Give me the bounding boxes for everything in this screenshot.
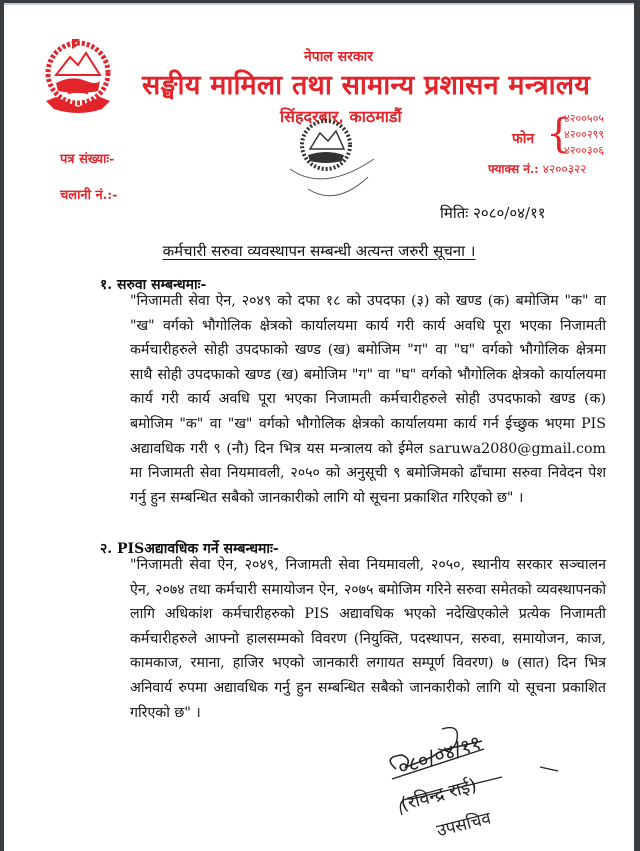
phone-numbers — [564, 111, 604, 159]
brace-icon: { — [546, 111, 572, 157]
signature-date: ०८०/०४/११ — [394, 730, 485, 780]
office-stamp-icon — [284, 115, 394, 215]
dispatch-number-label: चलानी नं.:- — [60, 188, 118, 203]
phone-number: ४२००५०५ — [564, 112, 605, 125]
signatory-name: (रविन्द्र राई) — [398, 774, 480, 816]
signatory-designation: उपसचिव — [434, 808, 494, 842]
document-page — [4, 3, 634, 851]
fax-line — [488, 160, 586, 177]
government-name: नेपाल सरकार — [304, 49, 374, 65]
section-body: "निजामती सेवा ऐन, २०४९ को दफा १८ को उपदफा (३) को खण्ड (क) बमोजिम "क" वा "ख" वर्गको भौगोलिक क्षेत्रको कार्यालयमा कार्य गरी कार्य अवधि पूरा भएका निजामती कर्मचारीहरुले सोही उपदफाको खण्ड (ख) बमोजिम "ग" वा "घ" वर्गको भौगोलिक क्षेत्रमा साथै सोही उपदफाको खण्ड (ख) बमोजिम "ग" वा "घ" वर्गको भौगोलिक क्षेत्रको कार्यालयमा कार्य गरी कार्य अवधि पूरा भएका निजामती कर्मचारीहरुले सोही उपदफाको खण्ड (क) बमोजिम "क" वा "ख" वर्गको भौगोलिक क्षेत्रको कार्यालयमा कार्य गर्न ईच्छुक भएमा PIS अद्यावधिक गरी ९ (नौ) दिन भित्र यस मन्त्रालय को ईमेल saruwa2080@gmail.com मा निजामती सेवा नियमावली, २०५० को अनुसूची ९ बमोजिमको ढाँचामा सरुवा निवेदन पेश गर्नु हुन सम्बन्धित सबैको जानकारीको लागि यो सूचना प्रकाशित गरिएको छ" । — [130, 293, 606, 506]
ministry-address: सिंहदरबार, काठमाडौं — [280, 107, 402, 126]
letter-number-label: पत्र संख्याः- — [60, 152, 115, 167]
signature-block — [372, 727, 572, 847]
section-heading: १. सरुवा सम्बन्धमाः- — [100, 277, 207, 293]
section-heading: २. PISअद्यावधिक गर्ने सम्बन्धमाः- — [100, 541, 279, 557]
fax-number: ४२००३२२ — [542, 162, 587, 176]
notice-subject — [4, 241, 634, 261]
ministry-name: सङ्घीय मामिला तथा सामान्य प्रशासन मन्त्रालय — [142, 70, 591, 101]
nepal-emblem-icon — [42, 35, 114, 117]
document-date: मितिः २०८०/०४/११ — [440, 204, 546, 222]
phone-label: फोन — [512, 131, 535, 147]
phone-number: ४२००३०६ — [564, 144, 605, 157]
subject-text: कर्मचारी सरुवा व्यवस्थापन सम्बन्धी अत्यन्त जरुरी सूचना । — [162, 242, 476, 260]
phone-number: ४२००२९९ — [564, 128, 605, 141]
section-body: "निजामती सेवा ऐन, २०४९, निजामती सेवा नियमावली, २०५०, स्थानीय सरकार सञ्चालन ऐन, २०७४ तथा कर्मचारी समायोजन ऐन, २०७५ बमोजिम गरिने सरुवा समेतको व्यवस्थापनको लागि अधिकांश कर्मचारीहरुको PIS अद्यावधिक भएको नदेखिएकोले प्रत्येक निजामती कर्मचारीहरुले आफ्नो हालसम्मको विवरण (नियुक्ति, पदस्थापन, सरुवा, समायोजन, काज, कामकाज, रमाना, हाजिर भएको जानकारी लगायत सम्पूर्ण विवरण) ७ (सात) दिन भित्र अनिवार्य रुपमा अद्यावधिक गर्नु हुन सम्बन्धित सबैको जानकारीको लागि यो सूचना प्रकाशित गरिएको छ" । — [130, 557, 606, 721]
fax-label: फ्याक्स नं.: — [488, 162, 539, 176]
